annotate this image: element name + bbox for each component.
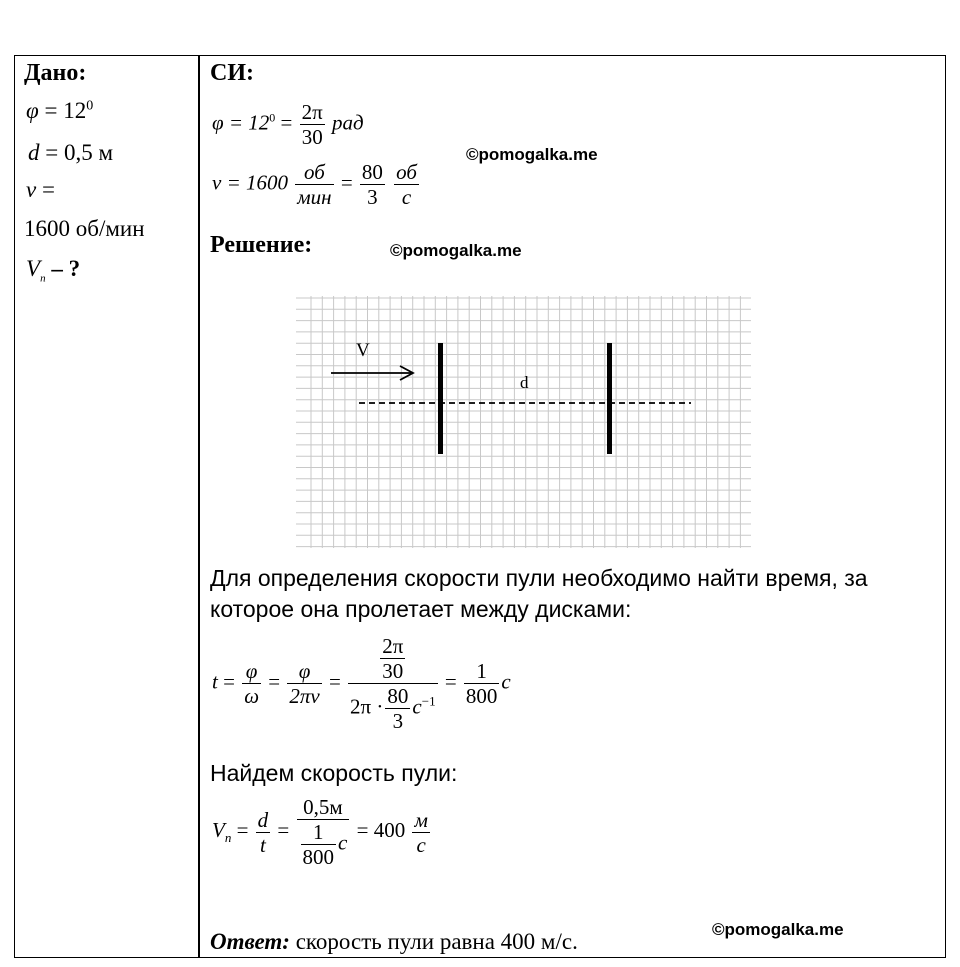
given-unknown: $V_п$ – ? [26,256,81,285]
answer-label: Ответ: [210,929,290,954]
solution-text-line-1: Для определения скорости пули необходимо найти время, за [210,565,868,591]
answer-line [210,929,578,955]
solution-text-speed: Найдем скорость пули: [210,760,458,786]
given-nu: ν = [26,177,55,202]
speed-formula: $V_п$ = $\frac{d}{t}$ = 0,5м $\frac{1}{800}$ c = 400 $\frac{м}{с}$ [212,795,428,870]
watermark-middle: ©pomogalka.me [390,241,522,260]
disk-1 [438,343,443,454]
given-header: Дано: [24,60,87,86]
velocity-label: V [356,340,370,361]
column-divider [198,55,200,958]
given-phi: $\varphi = 12^0$ [26,98,94,123]
disk-diagram [296,296,766,554]
watermark-bottom: ©pomogalka.me [712,920,844,939]
solution-header: Решение: [210,232,313,258]
time-formula: t = $\frac{\varphi}{\omega}$ = $\frac{\varphi}{2\pi\nu}$ = $\frac{2\pi}{30}$ 2π · $\frac{80}{3}$ $c^{-1}$ = $\frac{1}{800}$ c [212,634,511,734]
answer-text: скорость пули равна 400 м/с. [295,929,578,954]
given-nu-value: 1600 об/мин [24,216,145,241]
distance-label: d [520,373,529,392]
si-header: СИ: [210,60,254,86]
solution-text-line-2: которое она пролетает между дисками: [210,596,632,622]
si-phi-formula: $\varphi = 12^0$ = $\frac{2\pi}{30}$ рад [212,100,364,150]
si-nu-formula: ν = 1600 $\frac{об}{\text{мин}}$ = $\frac{80}{3}$ $\frac{об}{с}$ [212,160,417,210]
disk-2 [607,343,612,454]
given-d: d = 0,5 м [28,140,114,165]
grid-paper [296,296,751,548]
watermark-top: ©pomogalka.me [466,145,598,164]
